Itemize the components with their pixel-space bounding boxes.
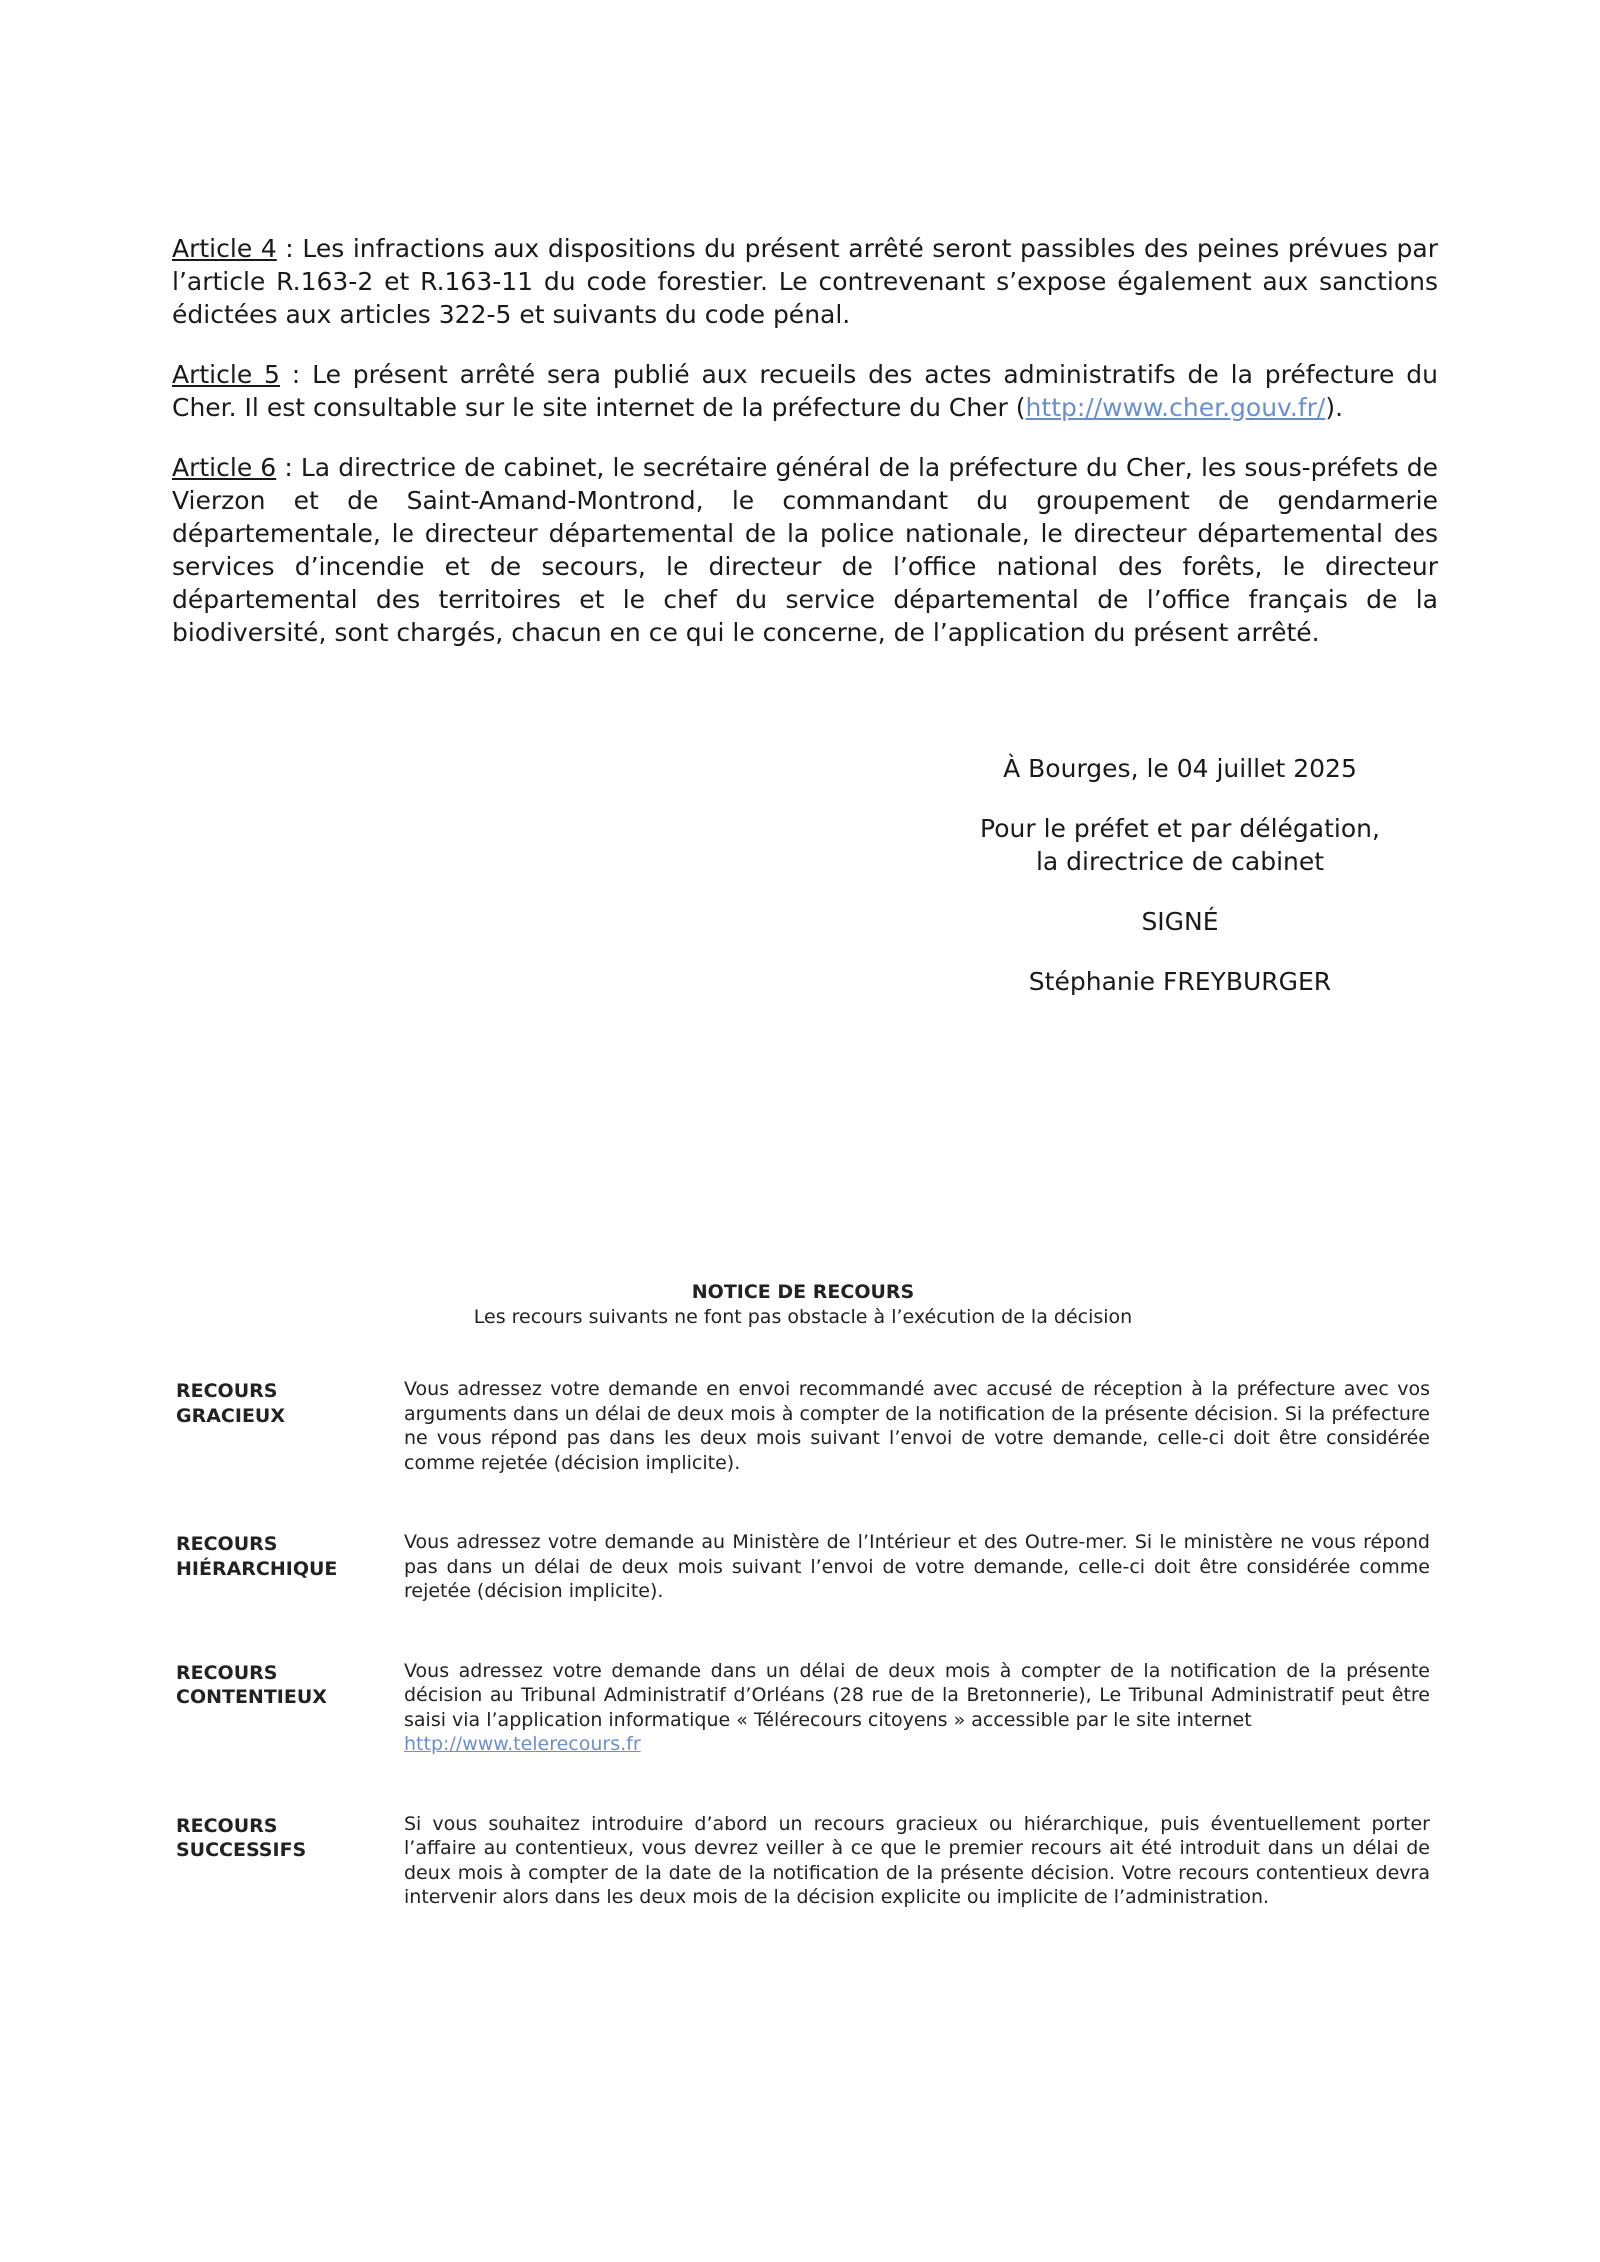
article-5 (172, 358, 1438, 424)
recours-text (404, 1659, 1430, 1757)
article-5-text: Le présent arrêté sera publié aux recueils des actes administratifs de la préfecture du Cher. Il est consultable sur le site internet de la préfecture du Cher ( (172, 360, 1438, 422)
recours-text: Vous adressez votre demande en envoi recommandé avec accusé de réception à la préfecture avec vos arguments dans un délai de deux mois à compter de la notification de la présente décision. Si la préfecture ne vous répond pas dans les deux mois suivant l’envoi de votre demande, celle-ci doit être considérée comme rejetée (décision implicite). (404, 1378, 1430, 1474)
recours-text: Vous adressez votre demande au Ministère de l’Intérieur et des Outre-mer. Si le ministère ne vous répond pas dans un délai de deux mois suivant l’envoi de votre demande, celle-ci doit être considérée comme rejetée (décision implicite). (404, 1531, 1430, 1602)
recours-contentieux (176, 1659, 1430, 1757)
recours-label-line-1: RECOURS (176, 1380, 278, 1402)
recours-label-line-2: SUCCESSIFS (176, 1839, 307, 1861)
article-4-text: Les infractions aux dispositions du présent arrêté seront passibles des peines prévues par l’article R.163-2 et R.163-11 du code forestier. Le contrevenant s’expose également aux sanctions édictées aux articles 322-5 et suivants du code pénal. (172, 234, 1438, 329)
signed-mention: SIGNÉ (1141, 907, 1219, 936)
recours-label (176, 1812, 404, 1910)
recours-successifs (176, 1812, 1430, 1910)
telerecours-link[interactable]: http://www.telerecours.fr (404, 1733, 641, 1755)
recours-hierarchique (176, 1530, 1430, 1604)
articles-section (172, 232, 1438, 676)
recours-label-line-2: HIÉRARCHIQUE (176, 1557, 338, 1580)
notice-subtitle: Les recours suivants ne font pas obstacle à l’exécution de la décision (473, 1305, 1133, 1328)
recours-label (176, 1530, 404, 1604)
article-5-after: ). (1325, 393, 1344, 422)
notice-title: NOTICE DE RECOURS (691, 1281, 915, 1303)
recours-label-line-1: RECOURS (176, 1533, 278, 1555)
article-6-text: La directrice de cabinet, le secrétaire général de la préfecture du Cher, les sous-préfets de Vierzon et de Saint-Amand-Montrond, le commandant du groupement de gendarmerie départementale, le directeur départemental de la police nationale, le directeur départemental des services d’incendie et de secours, le directeur de l’office national des forêts, le directeur départemental des territoires et le chef du service départemental de l’office français de la biodiversité, sont chargés, chacun en ce qui le concerne, de l’application du présent arrêté. (172, 453, 1438, 647)
delegation-line-1: Pour le préfet et par délégation, (980, 814, 1380, 843)
recours-gracieux (176, 1377, 1430, 1475)
recours-label-line-1: RECOURS (176, 1814, 278, 1837)
article-5-label: Article 5 (172, 360, 280, 389)
place-date: À Bourges, le 04 juillet 2025 (1003, 754, 1357, 783)
recours-label-line-2: GRACIEUX (176, 1404, 285, 1427)
article-4-separator: : (276, 234, 303, 263)
recours-label-line-1: RECOURS (176, 1661, 278, 1684)
delegation (920, 812, 1440, 878)
delegation-line-2: la directrice de cabinet (1035, 847, 1325, 876)
article-6-label: Article 6 (172, 453, 277, 482)
article-4 (172, 232, 1438, 331)
article-6 (172, 451, 1438, 649)
article-6-separator: : (276, 453, 301, 482)
article-4-label: Article 4 (172, 234, 277, 263)
prefecture-website-link[interactable]: http://www.cher.gouv.fr/ (1025, 393, 1326, 422)
signatory-name: Stéphanie FREYBURGER (1028, 967, 1332, 996)
notice-de-recours (176, 1280, 1430, 1965)
recours-contentieux-text: Vous adressez votre demande dans un délai de deux mois à compter de la notification de la présente décision au Tribunal Administratif d’Orléans (28 rue de la Bretonnerie), Le Tribunal Administratif peut être saisi via l’application informatique « Télérecours citoyens » accessible par le site internet (404, 1659, 1430, 1731)
article-5-separator: : (279, 360, 313, 389)
recours-label-line-2: CONTENTIEUX (176, 1686, 327, 1708)
recours-label (176, 1377, 404, 1475)
recours-text: Si vous souhaitez introduire d’abord un recours gracieux ou hiérarchique, puis éventuellement porter l’affaire au contentieux, vous devrez veiller à ce que le premier recours ait été introduit dans un délai de deux mois à compter de la date de la notification de la présente décision. Votre recours contentieux devra intervenir alors dans les deux mois de la décision explicite ou implicite de l’administration. (404, 1812, 1430, 1908)
recours-label (176, 1659, 404, 1757)
signature-block (920, 752, 1440, 1025)
